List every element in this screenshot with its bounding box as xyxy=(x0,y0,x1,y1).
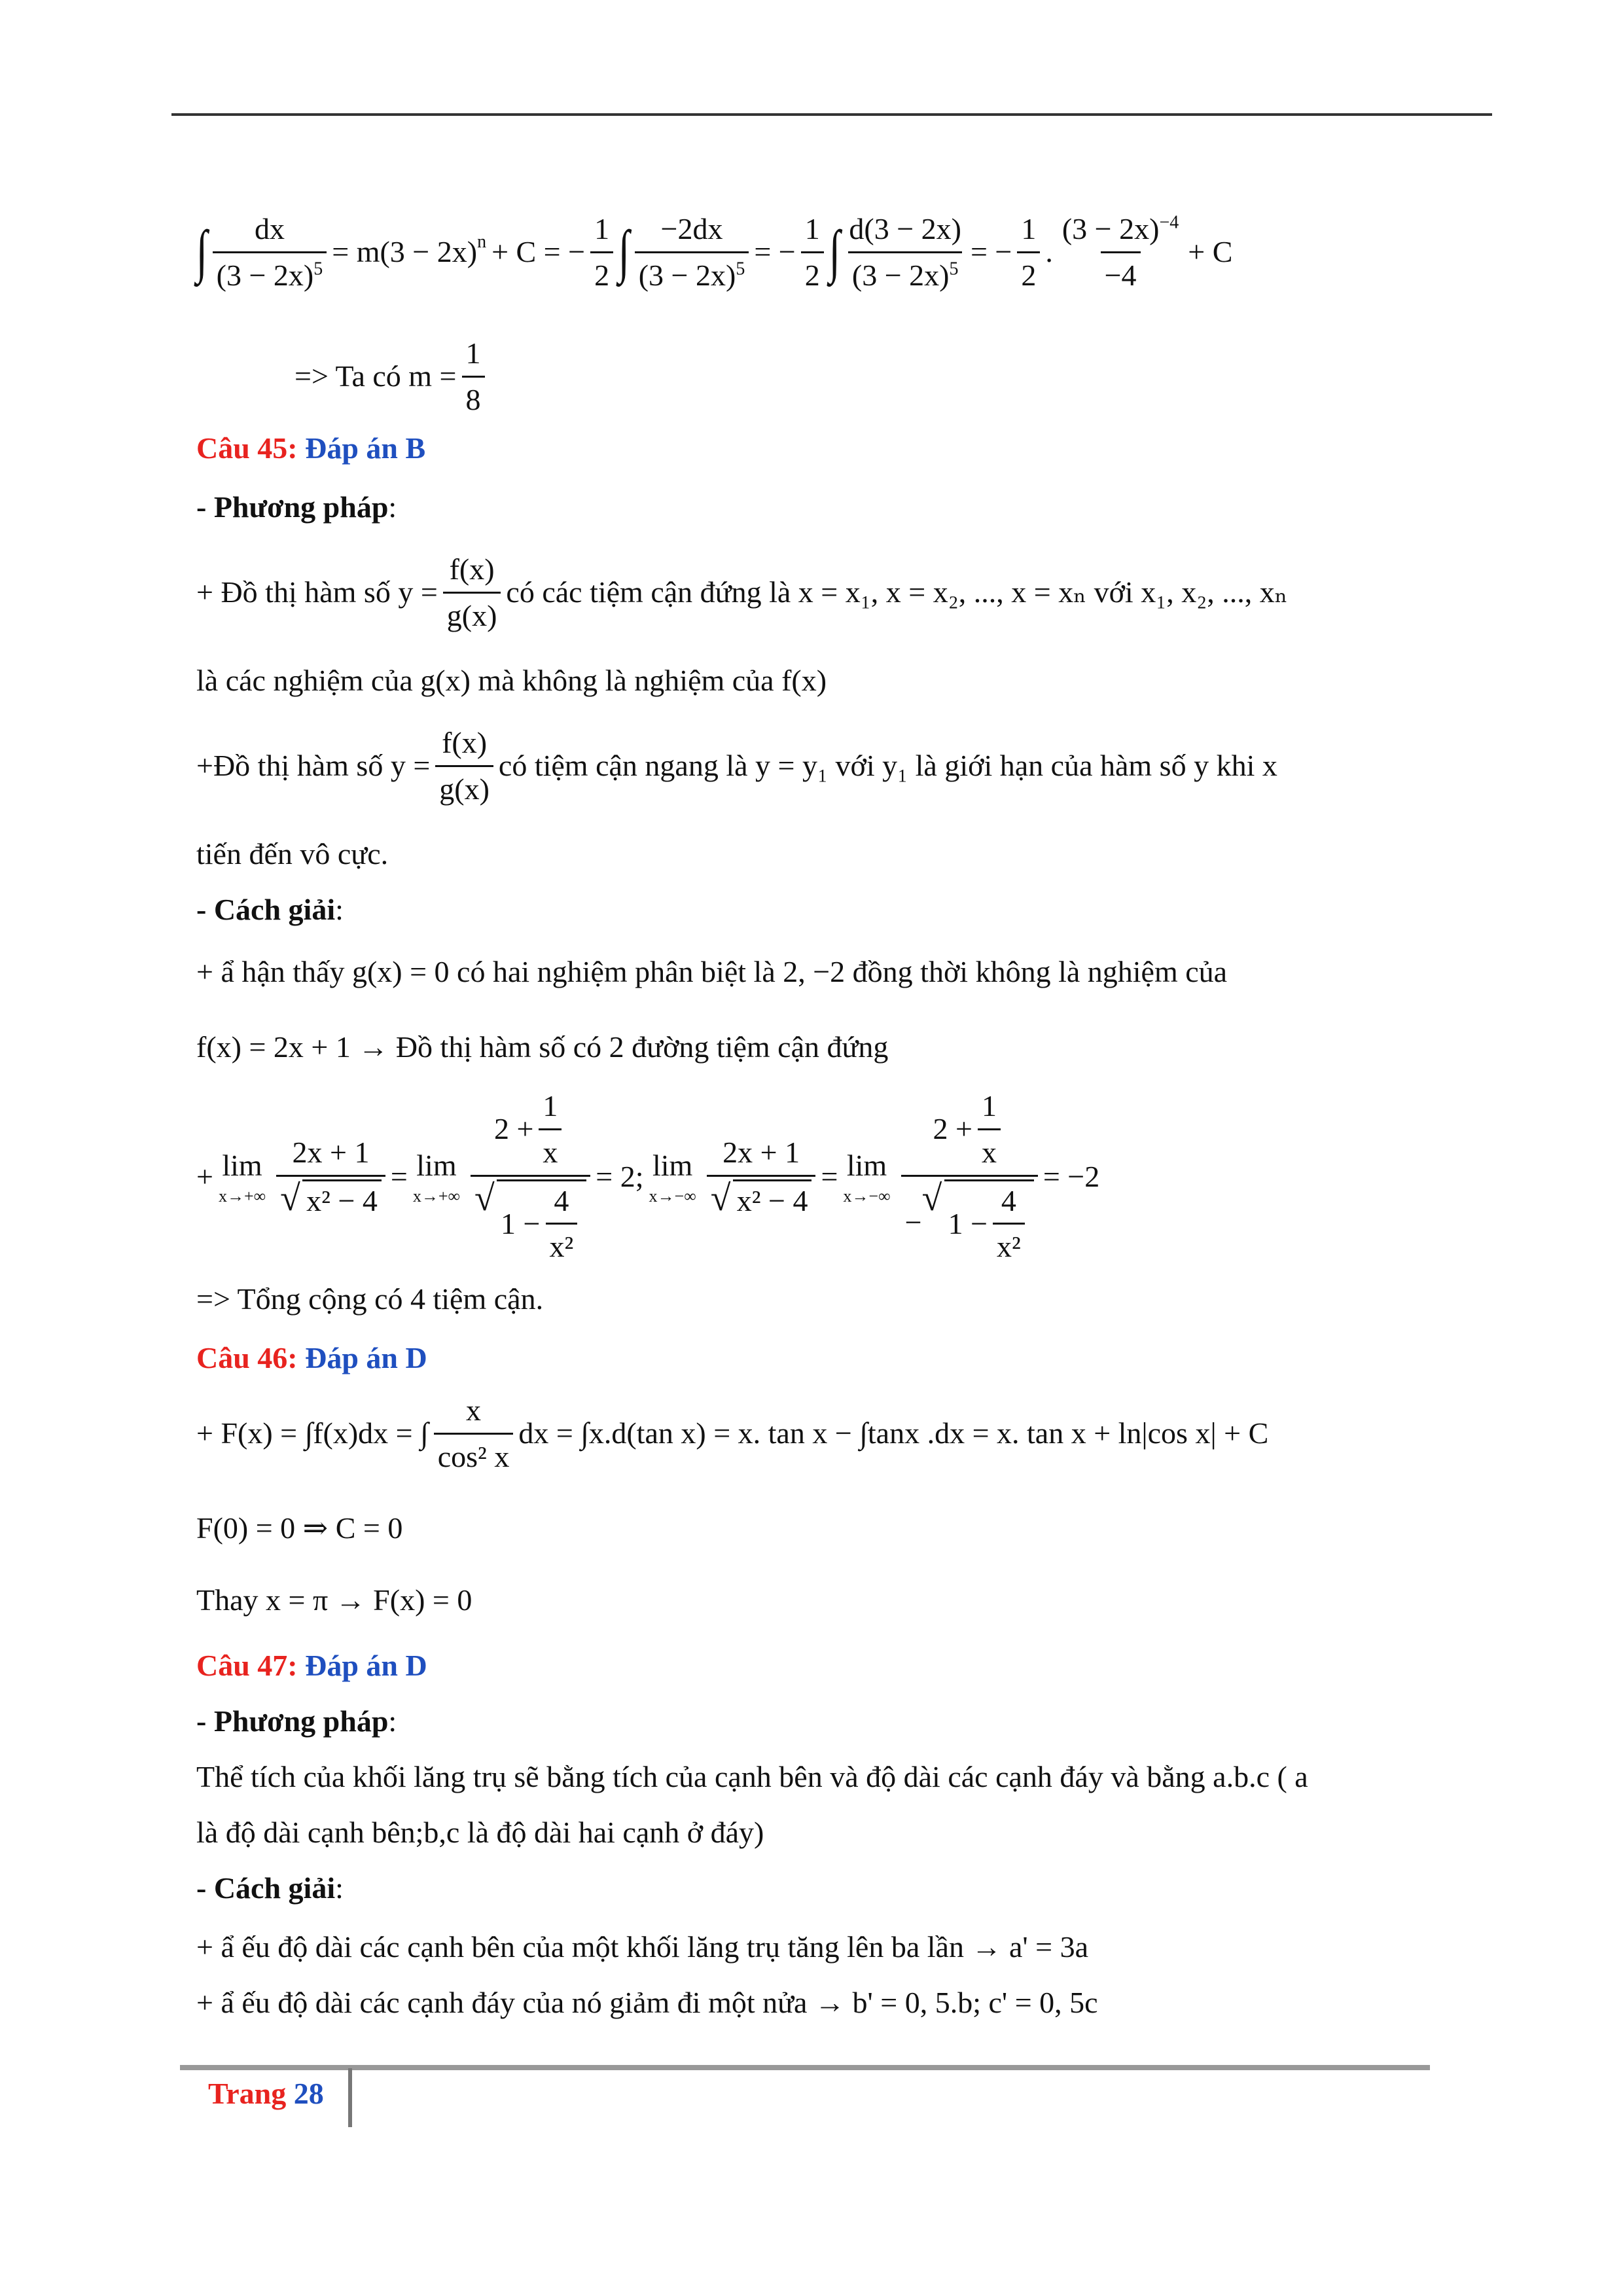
q45-solution-heading xyxy=(196,890,344,929)
colon: : xyxy=(335,893,344,926)
equation-text: = − xyxy=(970,235,1012,269)
sqrt-radicand: √ x² − 4 xyxy=(733,1179,812,1221)
denominator-base: (3 − 2x) xyxy=(851,258,950,292)
equation-text: + C = − xyxy=(491,235,586,269)
compound-fraction xyxy=(901,1086,1038,1266)
fraction-denominator xyxy=(635,251,749,295)
sqrt-radicand: √ x² − 4 xyxy=(302,1179,382,1221)
page-label: Trang xyxy=(208,2077,287,2110)
fraction-numerator: d(3 − 2x) xyxy=(849,212,961,245)
integral-sign: ∫ xyxy=(829,219,840,285)
line-text: + ẩ ếu độ dài các cạnh bên của một khối lăng trụ tăng lên ba lần → a' = 3a xyxy=(196,1930,1089,1964)
fraction-denominator xyxy=(213,251,327,295)
equation-text: dx = ∫x.d(tan x) = x. tan x − ∫tanx .dx = x. tan x + ln|cos x| + C xyxy=(518,1416,1269,1450)
conclusion-text: => Ta có m = xyxy=(294,359,457,393)
fraction-denominator xyxy=(276,1175,385,1221)
fraction-denominator: 2 xyxy=(1017,251,1040,295)
colon: : xyxy=(388,1704,397,1738)
fraction xyxy=(276,1133,385,1221)
line-text: có tiệm cận ngang là y = y₁ với y₁ là giới hạn của hàm số y khi x xyxy=(498,749,1277,783)
page-number xyxy=(208,2076,324,2111)
exponent: n xyxy=(477,232,487,253)
fraction-denominator: 8 xyxy=(462,376,485,420)
colon: : xyxy=(335,1871,344,1905)
q47-method-line-1 xyxy=(196,1757,1308,1797)
q45-method-line-1-cont xyxy=(196,661,827,700)
limit-operator xyxy=(413,1146,460,1208)
line-text: Thể tích của khối lăng trụ sẽ bằng tích của cạnh bên và độ dài các cạnh đáy và bằng a.b.c ( a xyxy=(196,1760,1308,1793)
lim-text: lim xyxy=(652,1148,693,1182)
answer-label: Đáp án D xyxy=(305,1649,427,1682)
line-text: + Đồ thị hàm số y = xyxy=(196,575,438,609)
fraction-denominator: cos² x xyxy=(434,1433,514,1477)
fraction-numerator: 1 xyxy=(543,1089,558,1122)
fraction-denominator: x xyxy=(978,1128,1001,1172)
question-47-heading xyxy=(196,1646,427,1685)
fraction xyxy=(213,209,327,295)
solution-label: - Cách giải xyxy=(196,893,336,926)
exponent: 5 xyxy=(949,259,959,279)
fraction-denominator: x² xyxy=(546,1223,578,1266)
fraction-denominator: x xyxy=(539,1128,562,1172)
m-fraction xyxy=(462,334,485,420)
lim-text: lim xyxy=(846,1148,887,1182)
footer-rule xyxy=(180,2065,1430,2070)
line-text: + ẩ ếu độ dài các cạnh đáy của nó giảm đi một nửa → b' = 0, 5.b; c' = 0, 5c xyxy=(196,1986,1098,2019)
exponent: 5 xyxy=(736,259,745,279)
integral-sign: ∫ xyxy=(618,219,630,285)
line-text: có các tiệm cận đứng là x = x₁, x = x₂, ..., x = xₙ với x₁, x₂, ..., xₙ xyxy=(506,575,1288,609)
q45-method-heading xyxy=(196,488,397,527)
denominator-base: (3 − 2x) xyxy=(638,258,736,292)
fraction-numerator xyxy=(490,1086,571,1175)
equation-text: + F(x) = ∫f(x)dx = ∫ xyxy=(196,1416,429,1450)
q45-conclusion xyxy=(196,1280,543,1319)
fraction-numerator: f(x) xyxy=(449,552,495,586)
question-label: Câu 46: xyxy=(196,1341,298,1374)
line-text: => Tổng cộng có 4 tiệm cận. xyxy=(196,1282,544,1316)
inner-fraction xyxy=(539,1086,562,1172)
fraction xyxy=(434,1391,514,1477)
integral-sign: ∫ xyxy=(196,219,207,285)
term: √ 1 − xyxy=(948,1206,988,1240)
lim-text: lim xyxy=(416,1148,457,1182)
q45-method-line-1 xyxy=(196,550,1288,636)
fraction-denominator xyxy=(471,1175,590,1267)
plus-sign: + xyxy=(196,1159,213,1193)
lim-text: lim xyxy=(222,1148,262,1182)
denominator-base: (3 − 2x) xyxy=(216,258,314,292)
q46-line-2 xyxy=(196,1509,402,1548)
fx-over-gx xyxy=(443,550,501,636)
fraction-numerator: −2dx xyxy=(660,212,723,245)
integral-equation: ∫ $\frac{dx}{(3 - 2x)^5}$ = m(3 − 2x) $^n$ + C = − $\frac{1}{2}$ ∫ $\frac{-2dx}{(3 - 2x)^5}$ = − $\frac{1}{2}$ ∫ $\frac{d(3 - 2x)}{(3 - 2x)^5}$ = − $\frac{1}{2}$ . $\frac{(3 - 2x)^{-4}}{-4}$ + C xyxy=(196,209,1232,295)
equals-sign: = xyxy=(390,1159,408,1193)
fraction-numerator: 4 xyxy=(1001,1183,1016,1217)
fraction-numerator: 1 xyxy=(1021,212,1037,245)
answer-label: Đáp án B xyxy=(305,431,426,465)
line-text: + ẩ hận thấy g(x) = 0 có hai nghiệm phân biệt là 2, −2 đồng thời không là nghiệm của xyxy=(196,955,1228,988)
fraction-numerator: 1 xyxy=(465,336,481,370)
fraction-denominator xyxy=(848,251,963,295)
fraction-numerator: f(x) xyxy=(442,726,488,759)
inner-fraction xyxy=(978,1086,1001,1172)
q45-solution-line-2 xyxy=(196,1028,888,1067)
term: 2 + xyxy=(933,1112,972,1146)
footer-divider xyxy=(348,2068,352,2127)
half-fraction xyxy=(1017,209,1040,295)
line-text: là độ dài cạnh bên;b,c là độ dài hai cạnh ở đáy) xyxy=(196,1816,764,1849)
fraction-numerator: dx xyxy=(254,212,285,245)
fraction xyxy=(845,209,965,295)
fx-over-gx xyxy=(435,723,493,809)
q47-solution-heading xyxy=(196,1869,344,1908)
sqrt-radicand xyxy=(497,1179,586,1267)
fraction-numerator: 1 xyxy=(981,1089,997,1122)
fraction-numerator: x xyxy=(466,1393,481,1427)
fraction-numerator: 4 xyxy=(554,1183,569,1217)
exponent: −4 xyxy=(1159,212,1179,233)
fraction xyxy=(635,209,749,295)
fraction-numerator: 2x + 1 xyxy=(292,1135,370,1169)
line-text: f(x) = 2x + 1 → Đồ thị hàm số có 2 đường tiệm cận đứng xyxy=(196,1030,889,1064)
fraction-denominator: 2 xyxy=(590,251,613,295)
fraction-numerator: 1 xyxy=(804,212,820,245)
colon: : xyxy=(388,490,397,524)
equation-text: Thay x = π → F(x) = 0 xyxy=(196,1583,473,1617)
fraction-numerator xyxy=(929,1086,1010,1175)
fraction-numerator: 2x + 1 xyxy=(722,1135,800,1169)
fraction-denominator: x² xyxy=(993,1223,1025,1266)
equation-text: = m(3 − 2x) xyxy=(332,235,478,269)
limit-operator xyxy=(649,1146,696,1208)
question-label: Câu 45: xyxy=(196,431,298,465)
line-text: là các nghiệm của g(x) mà không là nghiệm của f(x) xyxy=(196,664,827,697)
exponent: 5 xyxy=(313,259,323,279)
line-text: tiến đến vô cực. xyxy=(196,837,389,870)
header-rule xyxy=(171,113,1492,116)
fraction-denominator: −4 xyxy=(1101,251,1141,295)
question-45-heading xyxy=(196,429,425,468)
lim-subscript: x→+∞ xyxy=(412,1186,461,1206)
term: 2 + xyxy=(493,1112,534,1146)
fraction-denominator: g(x) xyxy=(435,765,493,809)
equals-sign: = xyxy=(821,1159,838,1193)
q47-method-heading xyxy=(196,1702,397,1741)
equation-text: = − xyxy=(754,235,796,269)
line-text: +Đồ thị hàm số y = xyxy=(196,749,431,783)
q46-line-1 xyxy=(196,1391,1268,1477)
lim-subscript: x→+∞ xyxy=(218,1186,266,1206)
equation-text: + C xyxy=(1188,235,1233,269)
q45-method-line-2 xyxy=(196,723,1277,809)
lim-subscript: x→−∞ xyxy=(843,1186,891,1206)
minus-sign: − xyxy=(904,1206,922,1240)
fraction xyxy=(707,1133,816,1221)
page-number-value: 28 xyxy=(293,2077,324,2110)
fraction-denominator: g(x) xyxy=(443,592,501,636)
limit-operator xyxy=(219,1146,266,1208)
q45-method-line-2-cont xyxy=(196,834,388,874)
half-fraction xyxy=(801,209,824,295)
fraction xyxy=(1058,209,1183,295)
q45-solution-line-1 xyxy=(196,952,1227,992)
q47-solution-line-1 xyxy=(196,1928,1088,1967)
q46-line-3 xyxy=(196,1581,472,1620)
equation-text: F(0) = 0 ⇒ C = 0 xyxy=(196,1511,403,1545)
method-label: - Phương pháp xyxy=(196,490,389,524)
fraction-denominator xyxy=(707,1175,816,1221)
result-text: = 2; xyxy=(596,1159,644,1193)
q47-solution-line-2 xyxy=(196,1983,1098,2022)
limit-operator xyxy=(843,1146,890,1208)
method-label: - Phương pháp xyxy=(196,1704,389,1738)
numerator-base: (3 − 2x) xyxy=(1061,212,1160,245)
half-fraction xyxy=(590,209,613,295)
fraction-denominator xyxy=(901,1175,1038,1267)
question-label: Câu 47: xyxy=(196,1649,298,1682)
fraction-denominator: 2 xyxy=(801,251,824,295)
question-46-heading xyxy=(196,1338,427,1378)
sqrt-radicand xyxy=(944,1179,1034,1267)
answer-label: Đáp án D xyxy=(305,1341,427,1374)
fraction-numerator: 1 xyxy=(594,212,610,245)
compound-fraction xyxy=(471,1086,590,1266)
term: √ 1 − xyxy=(501,1206,541,1240)
intro-conclusion xyxy=(294,334,490,420)
solution-label: - Cách giải xyxy=(196,1871,336,1905)
result-text: = −2 xyxy=(1043,1159,1100,1193)
q47-method-line-2 xyxy=(196,1813,764,1852)
limits-equation xyxy=(196,1086,1099,1266)
inner-fraction xyxy=(546,1181,578,1267)
inner-fraction xyxy=(993,1181,1025,1267)
lim-subscript: x→−∞ xyxy=(649,1186,696,1206)
fraction-numerator xyxy=(1058,209,1183,251)
